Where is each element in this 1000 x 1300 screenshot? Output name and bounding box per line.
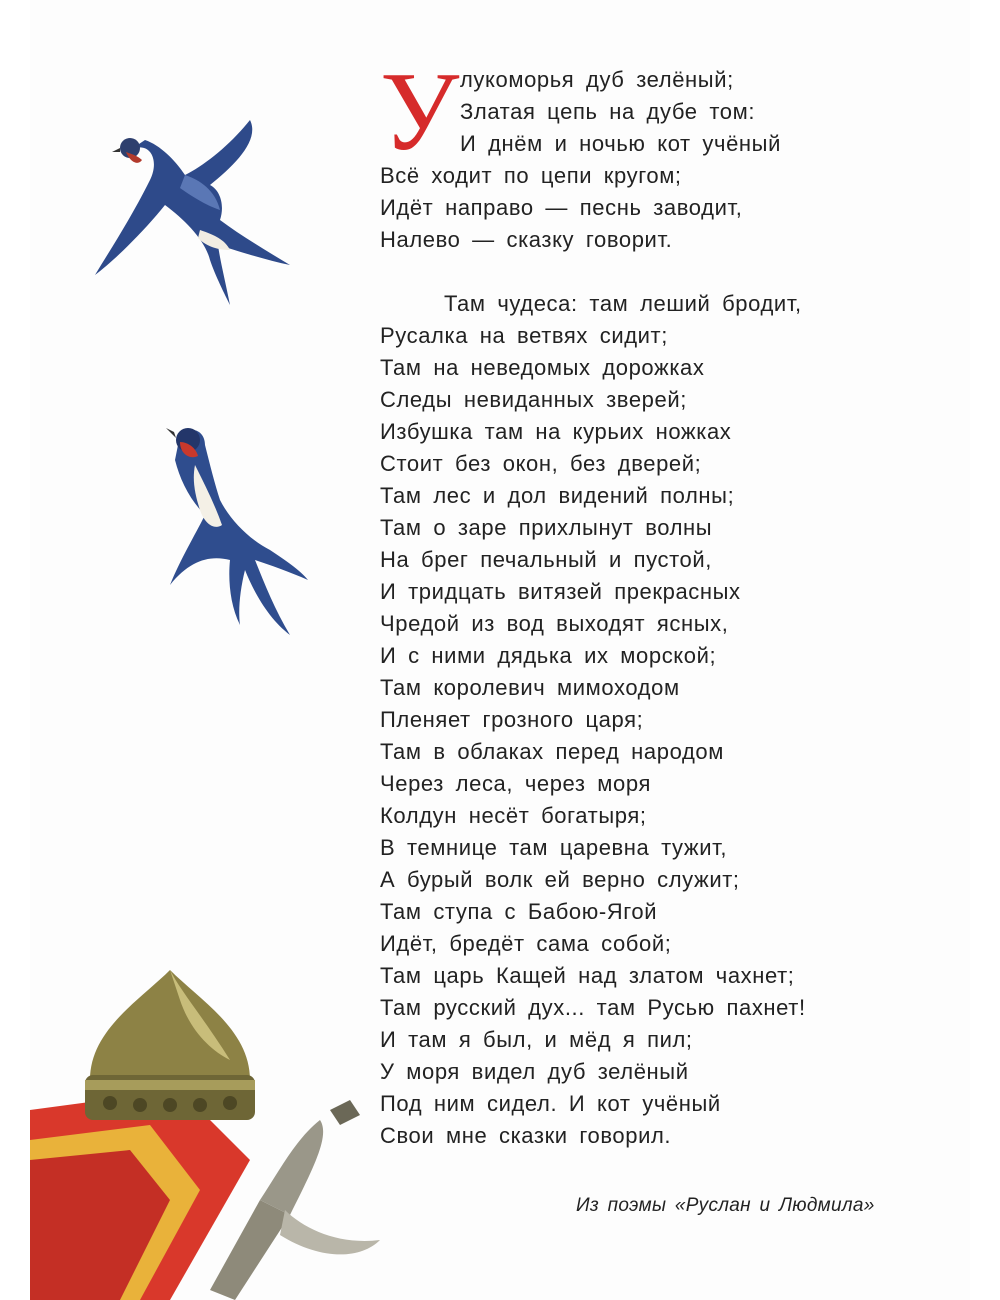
poem-line: На брег печальный и пустой, xyxy=(380,547,712,572)
swallow-flying-illustration xyxy=(90,110,300,310)
poem-line: Там русский дух... там Русью пахнет! xyxy=(380,995,806,1020)
poem-line: Там на неведомых дорожках xyxy=(380,355,705,380)
poem-line: У моря видел дуб зелёный xyxy=(380,1059,689,1084)
poem-line: Там королевич мимоходом xyxy=(380,675,680,700)
poem-line: И с ними дядька их морской; xyxy=(380,643,717,668)
poem-line: И тридцать витязей прекрасных xyxy=(380,579,741,604)
poem-line: А бурый волк ей верно служит; xyxy=(380,867,740,892)
poem-line: Всё ходит по цепи кругом; xyxy=(380,163,682,188)
poem-line: И там я был, и мёд я пил; xyxy=(380,1027,693,1052)
poem-line: Идёт направо — песнь заводит, xyxy=(380,195,743,220)
poem-line: Чредой из вод выходят ясных, xyxy=(380,611,729,636)
poem-line: Колдун несёт богатыря; xyxy=(380,803,647,828)
poem-line: Под ним сидел. И кот учёный xyxy=(380,1091,721,1116)
page-margin-right xyxy=(970,0,1000,1300)
poem-line: Там в облаках перед народом xyxy=(380,739,724,764)
poem-line: Там лес и дол видений полны; xyxy=(380,483,735,508)
poem-line: Златая цепь на дубе том: xyxy=(460,99,756,124)
poem-line: Следы невиданных зверей; xyxy=(380,387,687,412)
swallow-diving-illustration xyxy=(150,410,310,640)
poem-line: лукоморья дуб зелёный; xyxy=(460,67,734,92)
poem-line: И днём и ночью кот учёный xyxy=(460,131,781,156)
poem-line: Там чудеса: там леший бродит, xyxy=(444,291,802,316)
poem xyxy=(380,50,940,1152)
poem-line: Избушка там на курьих ножках xyxy=(380,419,732,444)
poem-line: Налево — сказку говорит. xyxy=(380,227,673,252)
stanza-1 xyxy=(380,50,940,256)
poem-line: В темнице там царевна тужит, xyxy=(380,835,728,860)
drop-cap: У xyxy=(380,50,460,174)
poem-line: Пленяет грозного царя; xyxy=(380,707,644,732)
poem-line: Там о заре прихлынут волны xyxy=(380,515,713,540)
poem-line: Стоит без окон, без дверей; xyxy=(380,451,702,476)
poem-line: Свои мне сказки говорил. xyxy=(380,1123,672,1148)
poem-line: Идёт, бредёт сама собой; xyxy=(380,931,672,956)
page-margin-left xyxy=(0,0,30,1300)
attribution: Из поэмы «Руслан и Людмила» xyxy=(576,1195,875,1216)
stanza-2 xyxy=(380,288,940,1152)
poem-line: Русалка на ветвях сидит; xyxy=(380,323,668,348)
poem-line: Там ступа с Бабою-Ягой xyxy=(380,899,658,924)
poem-line: Через леса, через моря xyxy=(380,771,651,796)
poem-line: Там царь Кащей над златом чахнет; xyxy=(380,963,795,988)
helmet-and-sword-illustration xyxy=(30,960,390,1300)
